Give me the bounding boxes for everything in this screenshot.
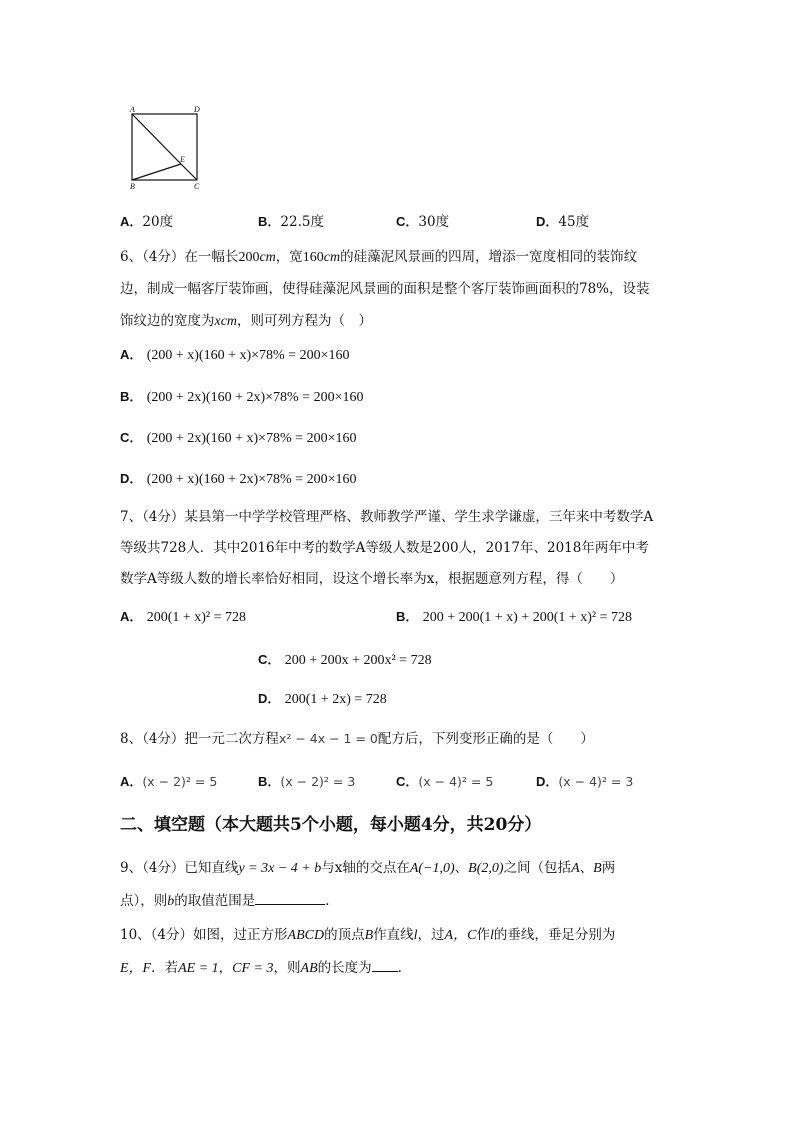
q10-line-2: E，F．若AE = 1，CF = 3，则AB的长度为 . (120, 957, 402, 979)
q9-line-2: 点），则b的取值范围是 . (120, 890, 330, 912)
answer-blank[interactable] (372, 957, 398, 972)
label-d: D (194, 105, 200, 114)
q10-line-1: 10、（4分）如图，过正方形ABCD的顶点B作直线l，过A，C作l的垂线，垂足分别为 (120, 927, 616, 943)
q7-option-d: D． 200(1 + 2x) = 728 (258, 691, 387, 707)
square-figure (126, 104, 208, 190)
section-title: 二、填空题（本大题共5个小题，每小题4分，共20分） (120, 815, 542, 835)
q8-option-a: A．(x − 2)² = 5 (120, 774, 218, 789)
q8-option-b: B．(x − 2)² = 3 (258, 774, 356, 789)
q8-option-c: C．(x − 4)² = 5 (396, 774, 494, 789)
q8-stem: 8、（4分）把一元二次方程x² − 4x − 1 = 0配方后，下列变形正确的是（ ） (120, 731, 594, 747)
q5-option-b: B．22.5度 (258, 214, 324, 230)
q6-option-c: C． (200 + 2x)(160 + x)×78% = 200×160 (120, 430, 357, 446)
q6-option-a: A． (200 + x)(160 + x)×78% = 200×160 (120, 347, 350, 363)
q6-line-3: 饰纹边的宽度为xcm，则可列方程为（ ） (120, 313, 373, 329)
q6-option-d: D． (200 + x)(160 + 2x)×78% = 200×160 (120, 471, 357, 487)
label-a: A (130, 105, 135, 114)
label-e: E (180, 155, 185, 164)
answer-blank[interactable] (255, 890, 325, 905)
q6-option-b: B． (200 + 2x)(160 + 2x)×78% = 200×160 (120, 389, 364, 405)
q5-option-c: C．30度 (396, 214, 450, 230)
q7-line-3: 数学A等级人数的增长率恰好相同，设这个增长率为x，根据题意列方程，得（ ） (120, 571, 624, 587)
label-c: C (194, 182, 200, 190)
q7-line-1: 7、（4分）某县第一中学学校管理严格、教师教学严谨、学生求学谦虚，三年来中考数学A (120, 509, 654, 525)
q6-line-2: 边，制成一幅客厅装饰画，使得硅藻泥风景画的面积是整个客厅装饰画面积的78%，设装 (120, 281, 650, 297)
q8-option-d: D．(x − 4)² = 3 (536, 774, 634, 789)
q7-option-a: A． 200(1 + x)² = 728 (120, 609, 246, 625)
q7-line-2: 等级共728人．其中2016年中考的数学A等级人数是200人，2017年、2018年两年中考 (120, 540, 649, 556)
q5-option-a: A．20度 (120, 214, 174, 230)
q6-line-1: 6、（4分）在一幅长200cm，宽160cm的硅藻泥风景画的四周，增添一宽度相同的装饰纹 (120, 249, 638, 265)
q7-option-c: C． 200 + 200x + 200x² = 728 (258, 652, 432, 668)
label-b: B (130, 182, 135, 190)
q9-line-1: 9、（4分）已知直线y = 3x − 4 + b与x轴的交点在A(−1,0)、B(2,0)之间（包括A、B两 (120, 860, 616, 876)
q5-option-d: D．45度 (536, 214, 590, 230)
q7-option-b: B． 200 + 200(1 + x) + 200(1 + x)² = 728 (396, 609, 633, 625)
